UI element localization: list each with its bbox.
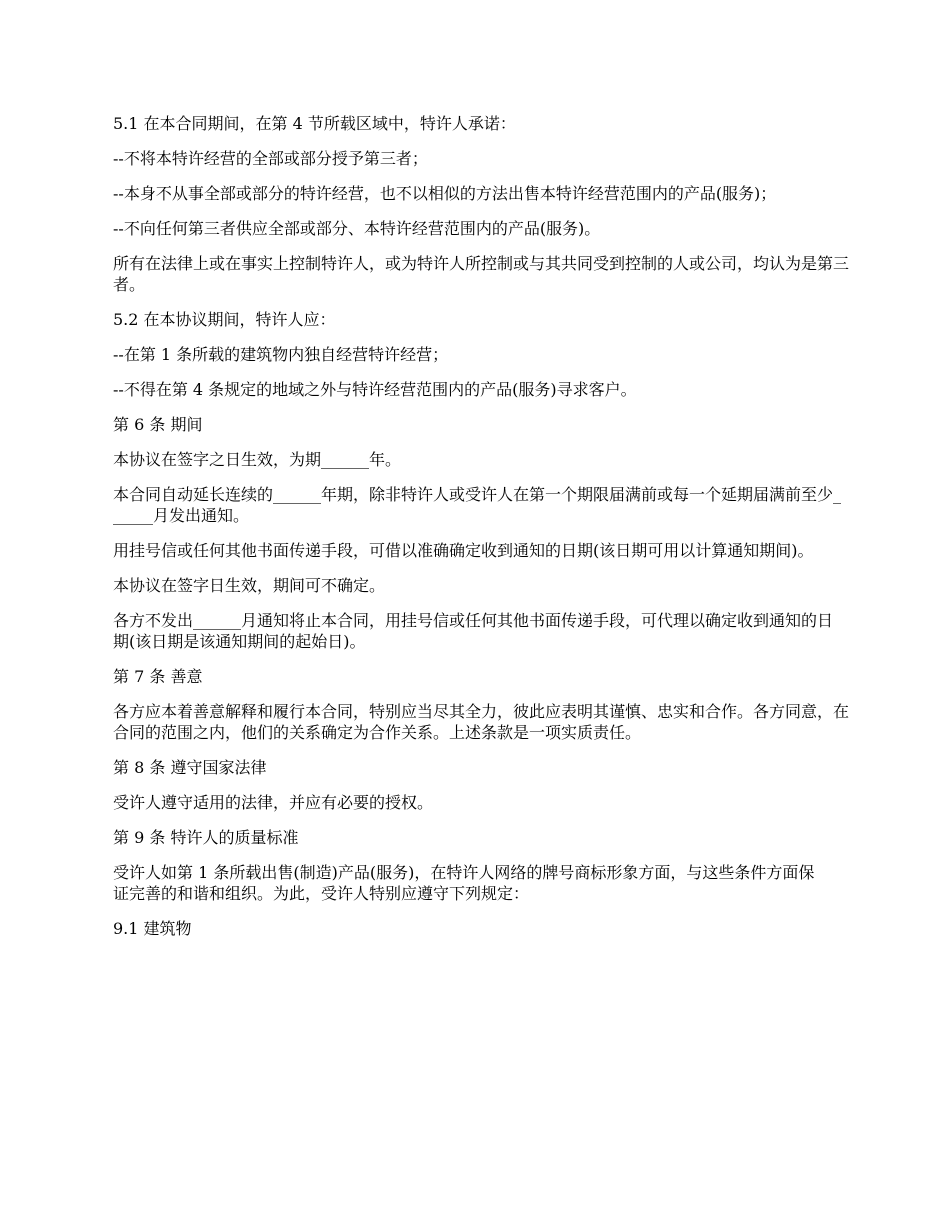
article-6-auto-renewal: 本合同自动延长连续的______年期，除非特许人或受许人在第一个期限届满前或每一个延期届满前至少______月发出通知。 xyxy=(113,485,842,525)
clause-5-1-third-party-definition: 所有在法律上或在事实上控制特许人，或为特许人所控制或与其共同受到控制的人或公司，均认为是第三者。 xyxy=(113,254,850,294)
article-8-compliance: 受许人遵守适用的法律，并应有必要的授权。 xyxy=(113,793,434,812)
article-7-good-faith: 各方应本着善意解释和履行本合同，特别应当尽其全力，彼此应表明其谨慎、忠实和合作。各方同意，在合同的范围之内，他们的关系确定为合作关系。上述条款是一项实质责任。 xyxy=(113,702,850,742)
article-6-indefinite-term: 本协议在签字日生效，期间可不确定。 xyxy=(113,576,386,595)
clause-5-2-item-exclusive-operation: --在第 1 条所载的建筑物内独自经营特许经营； xyxy=(113,345,449,364)
article-7-heading: 第 7 条 善意 xyxy=(113,667,203,686)
clause-5-1-item-no-self-operation: --本身不从事全部或部分的特许经营，也不以相似的方法出售本特许经营范围内的产品(服务)； xyxy=(113,184,777,203)
clause-9-1-heading: 9.1 建筑物 xyxy=(113,919,192,938)
clause-5-1-item-no-supply: --不向任何第三者供应全部或部分、本特许经营范围内的产品(服务)。 xyxy=(113,219,601,238)
article-6-notice-method: 用挂号信或任何其他书面传递手段，可借以准确确定收到通知的日期(该日期可用以计算通知期间)。 xyxy=(113,541,814,560)
article-9-heading: 第 9 条 特许人的质量标准 xyxy=(113,828,299,847)
clause-5-1-item-no-grant: --不将本特许经营的全部或部分授予第三者； xyxy=(113,149,428,168)
article-8-heading: 第 8 条 遵守国家法律 xyxy=(113,758,267,777)
clause-5-1-intro: 5.1 在本合同期间，在第 4 节所载区域中，特许人承诺： xyxy=(113,114,516,133)
article-6-heading: 第 6 条 期间 xyxy=(113,415,203,434)
article-6-term: 本协议在签字之日生效，为期______年。 xyxy=(113,450,402,469)
article-6-termination-notice: 各方不发出______月通知将止本合同，用挂号信或任何其他书面传递手段，可代理以确定收到通知的日期(该日期是该通知期间的起始日)。 xyxy=(113,611,834,651)
document-body xyxy=(113,113,855,953)
article-9-quality-standards: 受许人如第 1 条所载出售(制造)产品(服务)，在特许人网络的牌号商标形象方面，与这些条件方面保证完善的和谐和组织。为此，受许人特别应遵守下列规定： xyxy=(113,863,815,903)
clause-5-2-intro: 5.2 在本协议期间，特许人应： xyxy=(113,310,336,329)
clause-5-2-item-territory: --不得在第 4 条规定的地域之外与特许经营范围内的产品(服务)寻求客户。 xyxy=(113,380,637,399)
